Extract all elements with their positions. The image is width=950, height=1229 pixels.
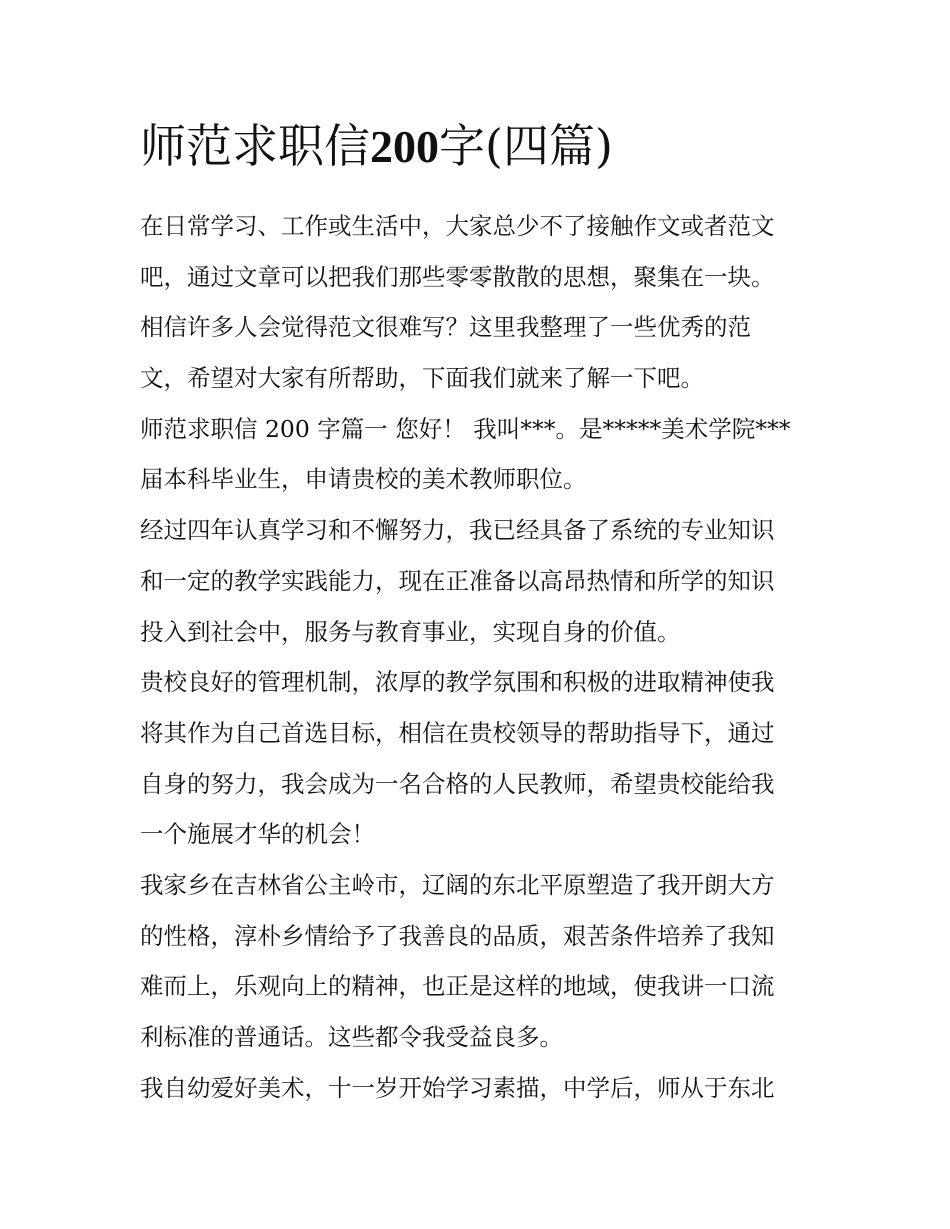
- body-line: 一个施展才华的机会！: [140, 820, 375, 849]
- body-line: 将其作为自己首选目标，相信在贵校领导的帮助指导下，通过: [140, 718, 775, 747]
- body-line: 我自幼爱好美术，十一岁开始学习素描，中学后，师从于东北: [140, 1073, 775, 1102]
- title-prefix: 师范求职信: [140, 119, 370, 173]
- body-line: 投入到社会中，服务与教育事业，实现自身的价值。: [140, 617, 681, 646]
- body-line: 吧，通过文章可以把我们那些零零散散的思想，聚集在一块。: [140, 262, 775, 291]
- body-line: 和一定的教学实践能力，现在正准备以高昂热情和所学的知识: [140, 566, 775, 595]
- document-body: [140, 201, 820, 1113]
- body-line: 的性格，淳朴乡情给予了我善良的品质，艰苦条件培养了我知: [140, 921, 775, 950]
- body-line: 文，希望对大家有所帮助，下面我们就来了解一下吧。: [140, 364, 704, 393]
- body-line: 在日常学习、工作或生活中，大家总少不了接触作文或者范文: [140, 212, 775, 240]
- body-line: 届本科毕业生，申请贵校的美术教师职位。: [140, 465, 587, 494]
- body-line: 自身的努力，我会成为一名合格的人民教师，希望贵校能给我: [140, 769, 775, 798]
- body-line: 我家乡在吉林省公主岭市，辽阔的东北平原塑造了我开朗大方: [140, 870, 775, 899]
- body-line: 难而上，乐观向上的精神，也正是这样的地域，使我讲一口流: [140, 972, 775, 1001]
- body-line: 相信许多人会觉得范文很难写？这里我整理了一些优秀的范: [140, 313, 751, 342]
- body-line: 经过四年认真学习和不懈努力，我已经具备了系统的专业知识: [140, 516, 775, 545]
- document-content: [140, 112, 820, 1113]
- body-line: 贵校良好的管理机制，浓厚的教学氛围和积极的进取精神使我: [140, 668, 775, 697]
- document-title: [140, 112, 820, 181]
- title-number: 200: [370, 121, 439, 172]
- title-suffix: 字(四篇): [439, 119, 613, 173]
- body-line: 利标准的普通话。这些都令我受益良多。: [140, 1023, 563, 1051]
- body-line: 师范求职信 200 字篇一 您好！ 我叫***。是*****美术学院***: [140, 414, 791, 443]
